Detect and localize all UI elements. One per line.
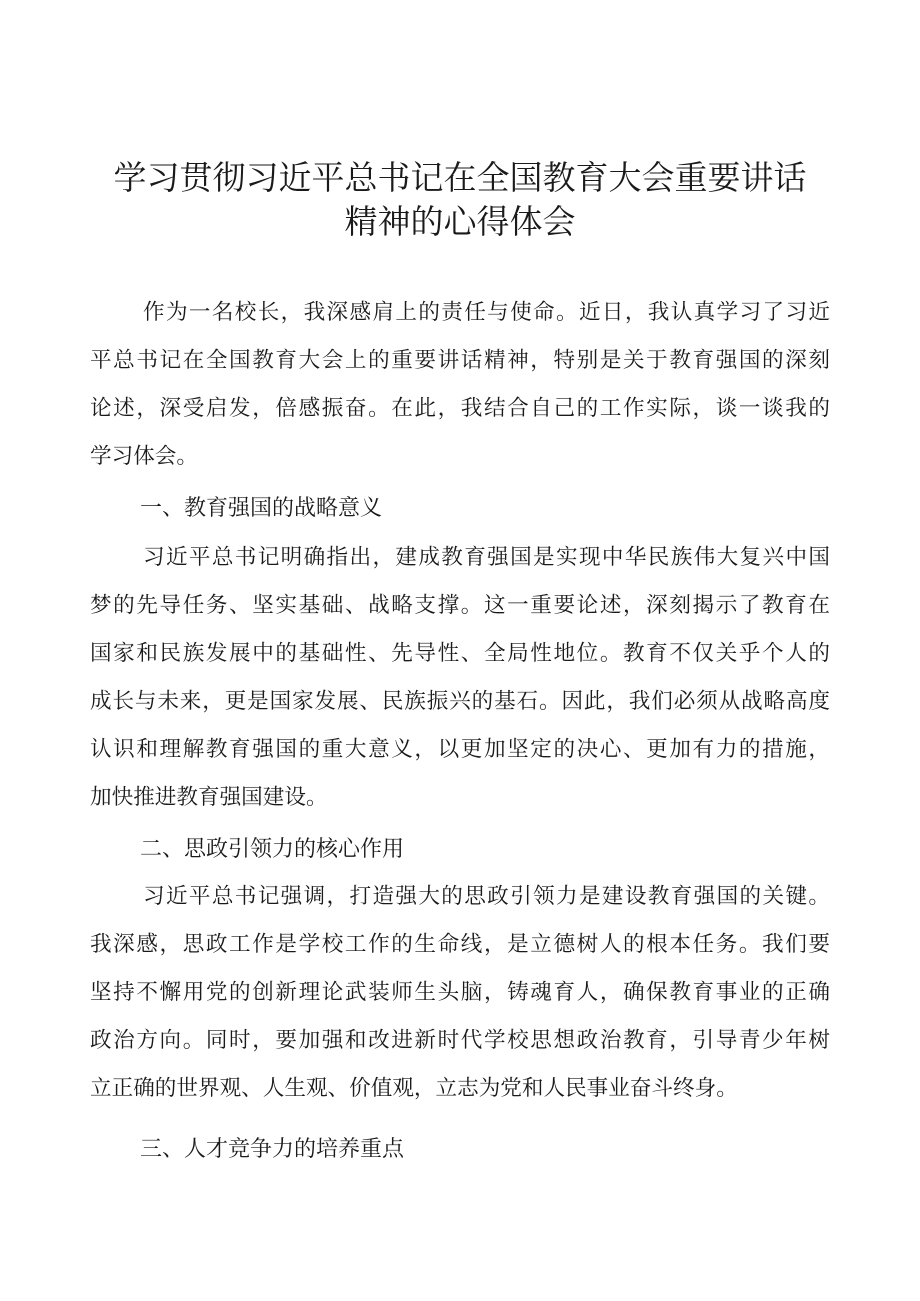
document-title-line-1: 学习贯彻习近平总书记在全国教育大会重要讲话	[113, 158, 807, 197]
section-2-line: 习近平总书记强调，打造强大的思政引领力是建设教育强国的关键。	[143, 884, 830, 909]
section-3-heading: 三、人才竞争力的培养重点	[140, 1137, 405, 1162]
section-1-line: 加快推进教育强国建设。	[90, 785, 328, 810]
section-2-line: 坚持不懈用党的创新理论武装师生头脑，铸魂育人，确保教育事业的正确	[90, 980, 830, 1005]
intro-line: 作为一名校长，我深感肩上的责任与使命。近日，我认真学习了习近	[143, 300, 830, 325]
section-1-line: 习近平总书记明确指出，建成教育强国是实现中华民族伟大复兴中国	[143, 545, 830, 570]
intro-line: 学习体会。	[90, 444, 198, 469]
intro-line: 论述，深受启发，倍感振奋。在此，我结合自己的工作实际，谈一谈我的	[90, 396, 830, 421]
section-2-line: 政治方向。同时，要加强和改进新时代学校思想政治教育，引导青少年树	[90, 1028, 830, 1053]
intro-line: 平总书记在全国教育大会上的重要讲话精神，特别是关于教育强国的深刻	[90, 348, 830, 373]
section-2-line: 我深感，思政工作是学校工作的生命线，是立德树人的根本任务。我们要	[90, 932, 830, 957]
section-2-heading: 二、思政引领力的核心作用	[140, 837, 405, 862]
section-1-heading: 一、教育强国的战略意义	[140, 496, 383, 521]
section-1-line: 认识和理解教育强国的重大意义，以更加坚定的决心、更加有力的措施，	[90, 737, 830, 762]
section-2-line: 立正确的世界观、人生观、价值观，立志为党和人民事业奋斗终身。	[90, 1076, 738, 1101]
section-1-line: 成长与未来，更是国家发展、民族振兴的基石。因此，我们必须从战略高度	[90, 689, 830, 714]
section-1-line: 国家和民族发展中的基础性、先导性、全局性地位。教育不仅关乎个人的	[90, 641, 830, 666]
document-title-line-2: 精神的心得体会	[344, 202, 576, 241]
section-1-line: 梦的先导任务、坚实基础、战略支撑。这一重要论述，深刻揭示了教育在	[90, 593, 830, 618]
